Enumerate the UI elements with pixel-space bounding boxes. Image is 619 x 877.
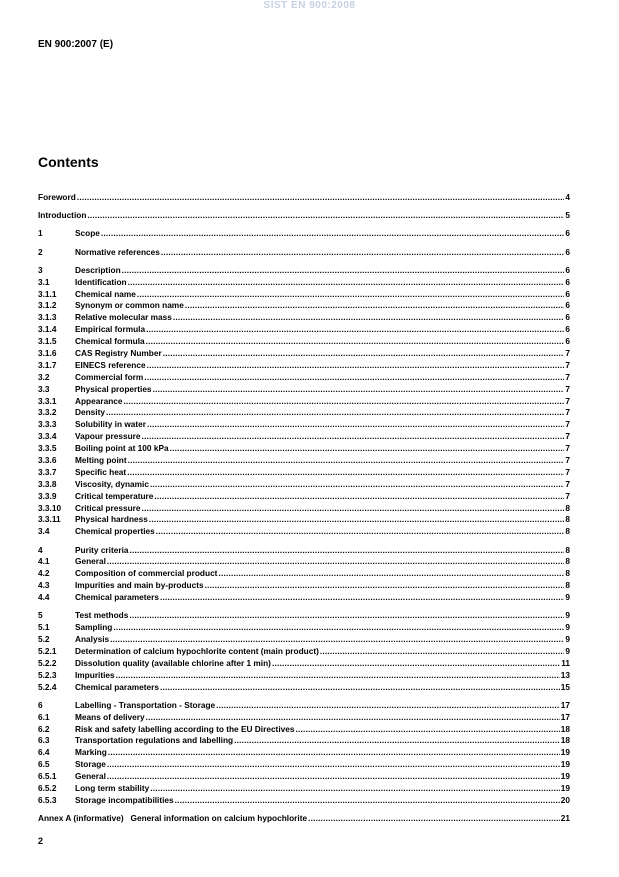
toc-entry-page: 18 [560, 723, 570, 734]
toc-entry-page: 19 [560, 783, 570, 794]
toc-entry[interactable] [38, 372, 570, 384]
toc-entry-number: 5.2.2 [38, 657, 57, 668]
toc-entry[interactable] [38, 610, 570, 622]
toc-entry-title: Chemical properties [75, 526, 155, 537]
toc-entry-title: Storage incompatibilities [75, 794, 174, 805]
toc-entry-number: 3.3.7 [38, 466, 57, 477]
toc-entry-page: 7 [565, 407, 570, 418]
toc-entry[interactable] [38, 360, 570, 372]
toc-entry-page: 9 [565, 622, 570, 633]
toc-entry[interactable] [38, 556, 570, 568]
toc-entry-number: 5.1 [38, 622, 50, 633]
toc-entry-page: 6 [565, 228, 570, 239]
toc-entry-number: 5.2.1 [38, 645, 57, 656]
toc-entry[interactable] [38, 491, 570, 503]
toc-dot-leader [308, 813, 560, 825]
toc-entry-title: Specific heat [75, 466, 127, 477]
toc-entry-page: 7 [565, 383, 570, 394]
toc-entry-number: 5 [38, 610, 43, 621]
toc-entry[interactable] [38, 312, 570, 324]
toc-entry-title: General [75, 771, 106, 782]
toc-entry-number: 3.3.9 [38, 490, 57, 501]
toc-entry-page: 17 [560, 711, 570, 722]
toc-entry-page: 7 [565, 395, 570, 406]
toc-entry[interactable] [38, 759, 570, 771]
toc-dot-leader [160, 682, 560, 694]
toc-entry[interactable] [38, 324, 570, 336]
toc-dot-leader [234, 735, 560, 747]
toc-entry-number: 3.1.5 [38, 336, 57, 347]
toc-entry-title: Means of delivery [75, 711, 145, 722]
toc-entry-number: 4.2 [38, 568, 50, 579]
toc-dot-leader [144, 372, 564, 384]
toc-dot-leader [149, 514, 565, 526]
toc-entry-page: 7 [565, 431, 570, 442]
toc-entry[interactable] [38, 747, 570, 759]
toc-dot-leader [216, 700, 560, 712]
toc-entry-title: Viscosity, dynamic [75, 478, 149, 489]
toc-entry-page: 7 [565, 466, 570, 477]
toc-entry-page: 20 [560, 794, 570, 805]
toc-entry-page: 13 [560, 669, 570, 680]
toc-entry-title: Determination of calcium hypochlorite content (main product) [75, 645, 319, 656]
toc-entry-title: Long term stability [75, 783, 150, 794]
toc-entry[interactable] [38, 580, 570, 592]
toc-entry[interactable] [38, 592, 570, 604]
toc-dot-leader [129, 610, 564, 622]
toc-entry[interactable] [38, 682, 570, 694]
toc-entry[interactable] [38, 735, 570, 747]
toc-entry[interactable] [38, 455, 570, 467]
toc-entry-page: 7 [565, 443, 570, 454]
toc-entry[interactable] [38, 771, 570, 783]
toc-entry-number: 6.3 [38, 735, 50, 746]
toc-entry[interactable] [38, 568, 570, 580]
toc-dot-leader [161, 247, 565, 259]
toc-entry-number: 3.1.1 [38, 288, 57, 299]
toc-entry-page: 8 [565, 514, 570, 525]
toc-entry-title: General [75, 556, 106, 567]
toc-dot-leader [173, 312, 565, 324]
toc-entry-number: 3.3.1 [38, 395, 57, 406]
toc-entry-title: Test methods [75, 610, 129, 621]
toc-entry-page: 9 [565, 592, 570, 603]
toc-entry-number: 4.4 [38, 592, 50, 603]
toc-entry-title: Chemical name [75, 288, 136, 299]
toc-dot-leader [150, 783, 560, 795]
toc-entry[interactable] [38, 192, 570, 204]
toc-entry-title: Purity criteria [75, 544, 129, 555]
toc-entry-number: 3.3.2 [38, 407, 57, 418]
toc-entry-title: Impurities and main by-products [75, 580, 204, 591]
toc-entry-page: 7 [565, 371, 570, 382]
toc-entry[interactable] [38, 700, 570, 712]
toc-entry-title: Melting point [75, 455, 127, 465]
toc-entry[interactable] [38, 712, 570, 724]
toc-dot-leader [320, 646, 565, 658]
toc-dot-leader [113, 622, 564, 634]
toc-entry-page: 19 [560, 747, 570, 758]
toc-entry[interactable] [38, 503, 570, 515]
toc-entry[interactable] [38, 634, 570, 646]
toc-entry-number: 3.3.8 [38, 478, 57, 489]
toc-entry-title: Composition of commercial product [75, 568, 218, 579]
toc-entry[interactable] [38, 419, 570, 431]
toc-entry-page: 7 [565, 359, 570, 370]
toc-entry-title: Critical temperature [75, 490, 154, 501]
toc-entry-page: 17 [560, 699, 570, 710]
toc-dot-leader [108, 747, 560, 759]
toc-entry-title: Annex A (informative) General information on calcium hypochlorite [38, 813, 308, 824]
toc-entry-page: 6 [565, 246, 570, 257]
toc-entry-title: Normative references [75, 246, 160, 257]
toc-entry[interactable] [38, 431, 570, 443]
toc-dot-leader [160, 592, 564, 604]
toc-entry-number: 3.3.11 [38, 514, 61, 525]
toc-entry-page: 8 [565, 544, 570, 555]
toc-entry-page: 7 [565, 347, 570, 358]
toc-entry-number: 3.3.4 [38, 431, 57, 442]
toc-entry[interactable] [38, 396, 570, 408]
watermark: SIST EN 900:2008 [263, 0, 356, 11]
toc-entry-title: Boiling point at 100 kPa [75, 443, 169, 454]
toc-entry[interactable] [38, 348, 570, 360]
toc-entry-number: 6.5.2 [38, 783, 57, 794]
toc-dot-leader [101, 228, 564, 240]
toc-entry-title: Chemical parameters [75, 592, 159, 603]
toc-entry[interactable] [38, 443, 570, 455]
toc-entry-title: Marking [75, 747, 107, 758]
toc-entry-number: 6.1 [38, 711, 50, 722]
toc-dot-leader [107, 771, 560, 783]
toc-entry[interactable] [38, 277, 570, 289]
toc-entry-page: 7 [565, 490, 570, 501]
toc-entry-title: Identification [75, 276, 127, 287]
toc-dot-leader [156, 526, 565, 538]
toc-dot-leader [128, 277, 565, 289]
toc-entry-number: 3.3 [38, 383, 50, 394]
toc-entry-title: Analysis [75, 634, 110, 645]
toc-dot-leader [205, 580, 565, 592]
toc-entry[interactable] [38, 545, 570, 557]
page-number: 2 [38, 836, 44, 846]
toc-entry-page: 21 [560, 813, 570, 824]
toc-dot-leader [87, 210, 564, 222]
toc-entry-title: Commercial form [75, 371, 144, 382]
toc-entry-title: Dissolution quality (available chlorine after 1 min) [75, 657, 271, 668]
toc-entry-number: 3.1.4 [38, 324, 57, 335]
toc-entry-title: Introduction [38, 210, 87, 221]
toc-entry-number: 6.5.1 [38, 771, 57, 782]
toc-dot-leader [137, 289, 565, 301]
toc-entry-title: Density [75, 407, 105, 418]
toc-entry-title: Relative molecular mass [75, 312, 172, 323]
toc-entry-page: 5 [565, 210, 570, 221]
toc-entry-number: 3.1.3 [38, 312, 57, 323]
toc-dot-leader [163, 348, 565, 360]
toc-entry-number: 6 [38, 699, 43, 710]
toc-entry-title: Chemical parameters [75, 681, 159, 692]
toc-dot-leader [110, 634, 564, 646]
toc-dot-leader [153, 384, 565, 396]
toc-entry-title: CAS Registry Number [75, 347, 162, 358]
toc-entry-title: Risk and safety labelling according to the EU Directives [75, 723, 295, 734]
toc-entry[interactable] [38, 384, 570, 396]
toc-entry[interactable] [38, 670, 570, 682]
table-of-contents [38, 192, 570, 825]
toc-entry-page: 6 [565, 336, 570, 347]
toc-entry-page: 6 [565, 264, 570, 275]
toc-dot-leader [175, 795, 560, 807]
toc-dot-leader [107, 759, 560, 771]
toc-dot-leader [185, 300, 565, 312]
toc-dot-leader [128, 455, 565, 467]
toc-entry[interactable] [38, 622, 570, 634]
toc-dot-leader [127, 467, 564, 479]
toc-entry[interactable] [38, 336, 570, 348]
toc-dot-leader [218, 568, 564, 580]
toc-entry-title: Appearance [75, 395, 123, 406]
toc-entry-title: Critical pressure [75, 502, 141, 513]
toc-entry-page: 9 [565, 645, 570, 656]
toc-entry-title: EINECS reference [75, 359, 146, 370]
toc-entry-number: 3.2 [38, 371, 50, 382]
toc-dot-leader [116, 670, 560, 682]
toc-entry-number: 2 [38, 246, 43, 257]
toc-entry[interactable] [38, 514, 570, 526]
toc-entry-number: 3.3.5 [38, 443, 57, 454]
toc-entry-page: 6 [565, 288, 570, 299]
toc-entry[interactable] [38, 210, 570, 222]
toc-entry-page: 7 [565, 478, 570, 489]
toc-entry-number: 4.1 [38, 556, 50, 567]
toc-entry-number: 6.5.3 [38, 794, 57, 805]
toc-entry-page: 6 [565, 324, 570, 335]
toc-entry-number: 6.5 [38, 759, 50, 770]
toc-entry[interactable] [38, 479, 570, 491]
toc-entry[interactable] [38, 228, 570, 240]
toc-entry-number: 4.3 [38, 580, 50, 591]
toc-entry-page: 8 [565, 502, 570, 513]
toc-entry[interactable] [38, 783, 570, 795]
toc-dot-leader [147, 419, 564, 431]
toc-dot-leader [295, 724, 559, 736]
toc-entry-page: 4 [565, 192, 570, 202]
toc-entry-title: Scope [75, 228, 100, 239]
toc-dot-leader [106, 407, 564, 419]
toc-dot-leader [170, 443, 565, 455]
toc-entry-number: 6.4 [38, 747, 50, 758]
toc-entry[interactable] [38, 265, 570, 277]
toc-entry-number: 3.1.7 [38, 359, 57, 370]
toc-entry-page: 8 [565, 526, 570, 537]
toc-entry[interactable] [38, 724, 570, 736]
toc-dot-leader [141, 431, 564, 443]
toc-dot-leader [146, 336, 565, 348]
toc-entry-number: 3.1 [38, 276, 50, 287]
toc-entry-number: 3.3.6 [38, 455, 57, 465]
toc-dot-leader [150, 479, 564, 491]
toc-entry[interactable] [38, 247, 570, 259]
toc-dot-leader [147, 360, 565, 372]
toc-entry-number: 4 [38, 544, 43, 555]
toc-dot-leader [107, 556, 564, 568]
toc-entry-title: Sampling [75, 622, 113, 633]
contents-heading: Contents [38, 154, 99, 170]
toc-entry[interactable] [38, 407, 570, 419]
toc-dot-leader [272, 658, 560, 670]
toc-entry-page: 7 [565, 455, 570, 465]
document-id: EN 900:2007 (E) [38, 39, 114, 50]
toc-entry-page: 15 [560, 681, 570, 692]
toc-entry-page: 6 [565, 276, 570, 287]
toc-entry-page: 9 [565, 634, 570, 645]
toc-entry-page: 11 [561, 657, 570, 668]
toc-entry-title: Description [75, 264, 121, 275]
toc-entry-page: 6 [565, 312, 570, 323]
toc-dot-leader [77, 192, 565, 204]
toc-entry-title: Transportation regulations and labelling [75, 735, 234, 746]
toc-entry-title: Labelling - Transportation - Storage [75, 699, 216, 710]
toc-entry[interactable] [38, 526, 570, 538]
toc-entry[interactable] [38, 289, 570, 301]
toc-entry-page: 19 [560, 759, 570, 770]
toc-entry-number: 5.2.4 [38, 681, 57, 692]
toc-entry[interactable] [38, 300, 570, 312]
toc-entry-number: 3.4 [38, 526, 50, 537]
toc-entry[interactable] [38, 813, 570, 825]
toc-entry-page: 7 [565, 419, 570, 430]
toc-entry[interactable] [38, 658, 570, 670]
toc-entry-page: 9 [565, 610, 570, 621]
toc-entry-number: 3.3.3 [38, 419, 57, 430]
toc-entry-title: Physical hardness [75, 514, 148, 525]
toc-entry-page: 18 [560, 735, 570, 746]
toc-entry-page: 8 [565, 568, 570, 579]
toc-entry-page: 8 [565, 556, 570, 567]
toc-entry-number: 5.2.3 [38, 669, 57, 680]
toc-entry-number: 5.2 [38, 634, 50, 645]
toc-entry-title: Chemical formula [75, 336, 145, 347]
toc-entry-number: 3.3.10 [38, 502, 62, 513]
toc-entry-number: 3.1.2 [38, 300, 57, 311]
toc-dot-leader [154, 491, 564, 503]
toc-entry-page: 8 [565, 580, 570, 591]
toc-entry-title: Impurities [75, 669, 115, 680]
toc-entry-title: Storage [75, 759, 106, 770]
toc-entry[interactable] [38, 795, 570, 807]
toc-entry-number: 3.1.6 [38, 347, 57, 358]
toc-entry-title: Solubility in water [75, 419, 146, 430]
toc-entry-title: Empirical formula [75, 324, 146, 335]
toc-entry-number: 3 [38, 264, 43, 275]
toc-entry[interactable] [38, 646, 570, 658]
toc-dot-leader [146, 324, 564, 336]
toc-entry-page: 6 [565, 300, 570, 311]
toc-dot-leader [122, 265, 565, 277]
toc-entry-title: Vapour pressure [75, 431, 141, 442]
toc-entry-title: Physical properties [75, 383, 152, 394]
toc-entry-title: Synonym or common name [75, 300, 184, 311]
toc-entry-title: Foreword [38, 192, 76, 202]
toc-entry[interactable] [38, 467, 570, 479]
toc-dot-leader [124, 396, 565, 408]
toc-entry-number: 6.2 [38, 723, 50, 734]
toc-entry-number: 1 [38, 228, 43, 239]
toc-dot-leader [146, 712, 560, 724]
toc-dot-leader [130, 545, 565, 557]
toc-dot-leader [141, 503, 564, 515]
toc-entry-page: 19 [560, 771, 570, 782]
